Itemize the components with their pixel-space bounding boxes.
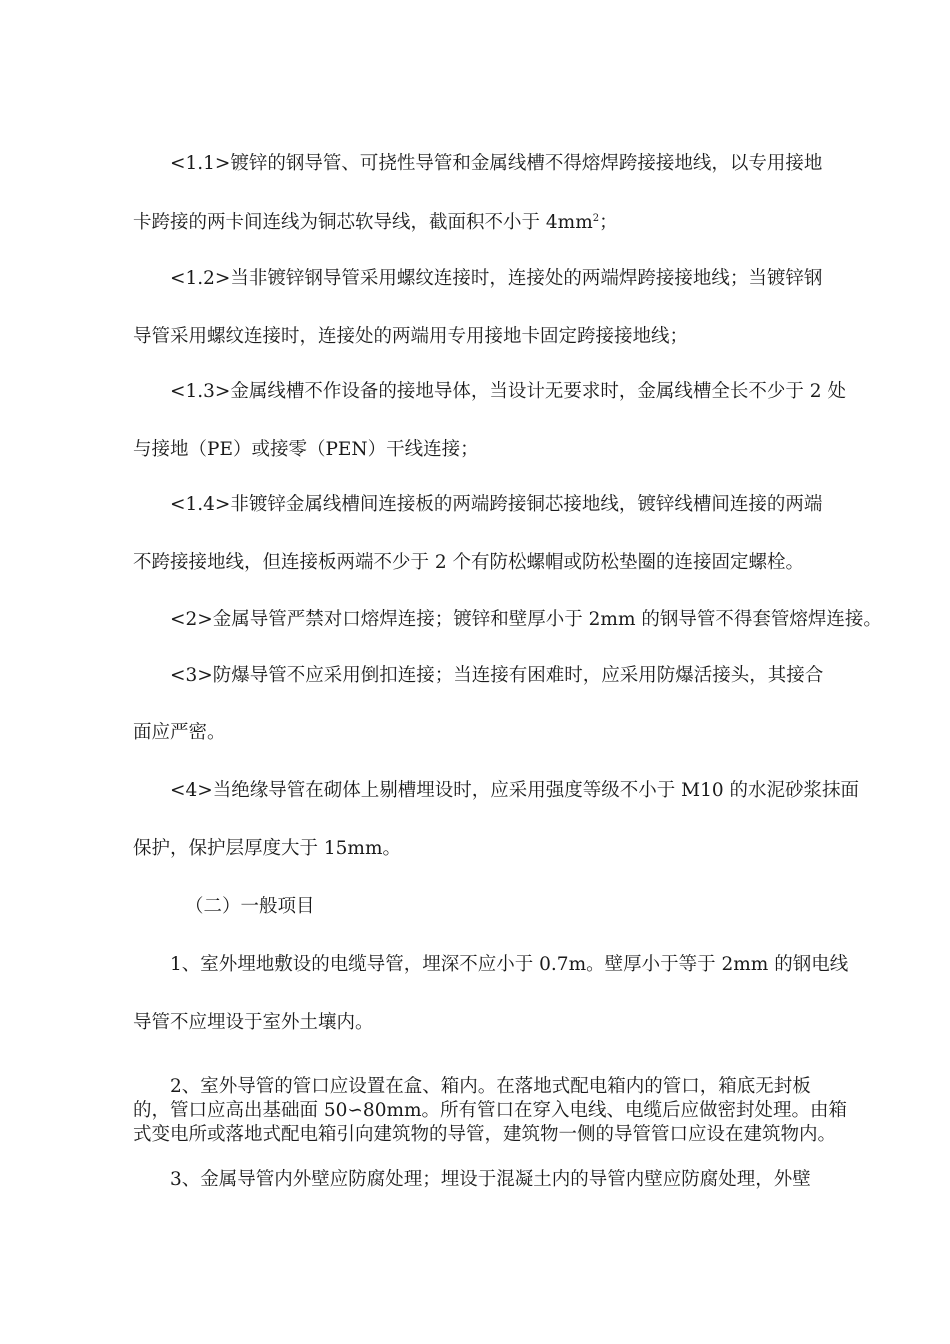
paragraph-2-line-1: <1.2>当非镀锌钢导管采用螺纹连接时，连接处的两端焊跨接接地线；当镀锌钢 <box>170 268 823 289</box>
paragraph-4-line-1: <1.4>非镀锌金属线槽间连接板的两端跨接铜芯接地线，镀锌线槽间连接的两端 <box>170 494 823 515</box>
paragraph-1-line-2-text: 卡跨接的两卡间连线为铜芯软导线，截面积不小于 4mm <box>133 212 593 233</box>
paragraph-1-line-2-tail: ； <box>599 212 618 233</box>
paragraph-9-line-3: 式变电所或落地式配电箱引向建筑物的导管，建筑物一侧的导管管口应设在建筑物内。 <box>133 1124 837 1145</box>
paragraph-6-line-1: <3>防爆导管不应采用倒扣连接；当连接有困难时，应采用防爆活接头，其接合 <box>170 665 824 686</box>
paragraph-6-line-2: 面应严密。 <box>133 722 226 743</box>
paragraph-4-line-2: 不跨接接地线，但连接板两端不少于 2 个有防松螺帽或防松垫圈的连接固定螺栓。 <box>133 552 805 573</box>
paragraph-7-line-2: 保护，保护层厚度大于 15mm。 <box>133 838 402 859</box>
paragraph-10-line-1: 3、金属导管内外壁应防腐处理；埋设于混凝土内的导管内壁应防腐处理，外壁 <box>170 1169 811 1190</box>
paragraph-1-line-1: <1.1>镀锌的钢导管、可挠性导管和金属线槽不得熔焊跨接接地线，以专用接地 <box>170 153 823 174</box>
paragraph-7-line-1: <4>当绝缘导管在砌体上剔槽埋设时，应采用强度等级不小于 M10 的水泥砂浆抹面 <box>170 780 860 801</box>
paragraph-2-line-2: 导管采用螺纹连接时，连接处的两端用专用接地卡固定跨接接地线； <box>133 326 689 347</box>
paragraph-9-line-1: 2、室外导管的管口应设置在盒、箱内。在落地式配电箱内的管口，箱底无封板 <box>170 1076 811 1097</box>
paragraph-8-line-2: 导管不应埋设于室外土壤内。 <box>133 1012 374 1033</box>
section-heading: （二）一般项目 <box>185 896 315 917</box>
paragraph-8-line-1: 1、室外埋地敷设的电缆导管，埋深不应小于 0.7m。壁厚小于等于 2mm 的钢电线 <box>170 954 849 975</box>
paragraph-5-line-1: <2>金属导管严禁对口熔焊连接；镀锌和壁厚小于 2mm 的钢导管不得套管熔焊连接。 <box>170 609 882 630</box>
paragraph-3-line-2: 与接地（PE）或接零（PEN）干线连接； <box>133 439 479 460</box>
superscript-2: 2 <box>592 212 600 224</box>
paragraph-3-line-1: <1.3>金属线槽不作设备的接地导体，当设计无要求时，金属线槽全长不少于 2 处 <box>170 381 846 402</box>
paragraph-1-line-2 <box>133 211 618 235</box>
paragraph-9-line-2: 的，管口应高出基础面 50∽80mm。所有管口在穿入电线、电缆后应做密封处理。由箱 <box>133 1100 848 1121</box>
